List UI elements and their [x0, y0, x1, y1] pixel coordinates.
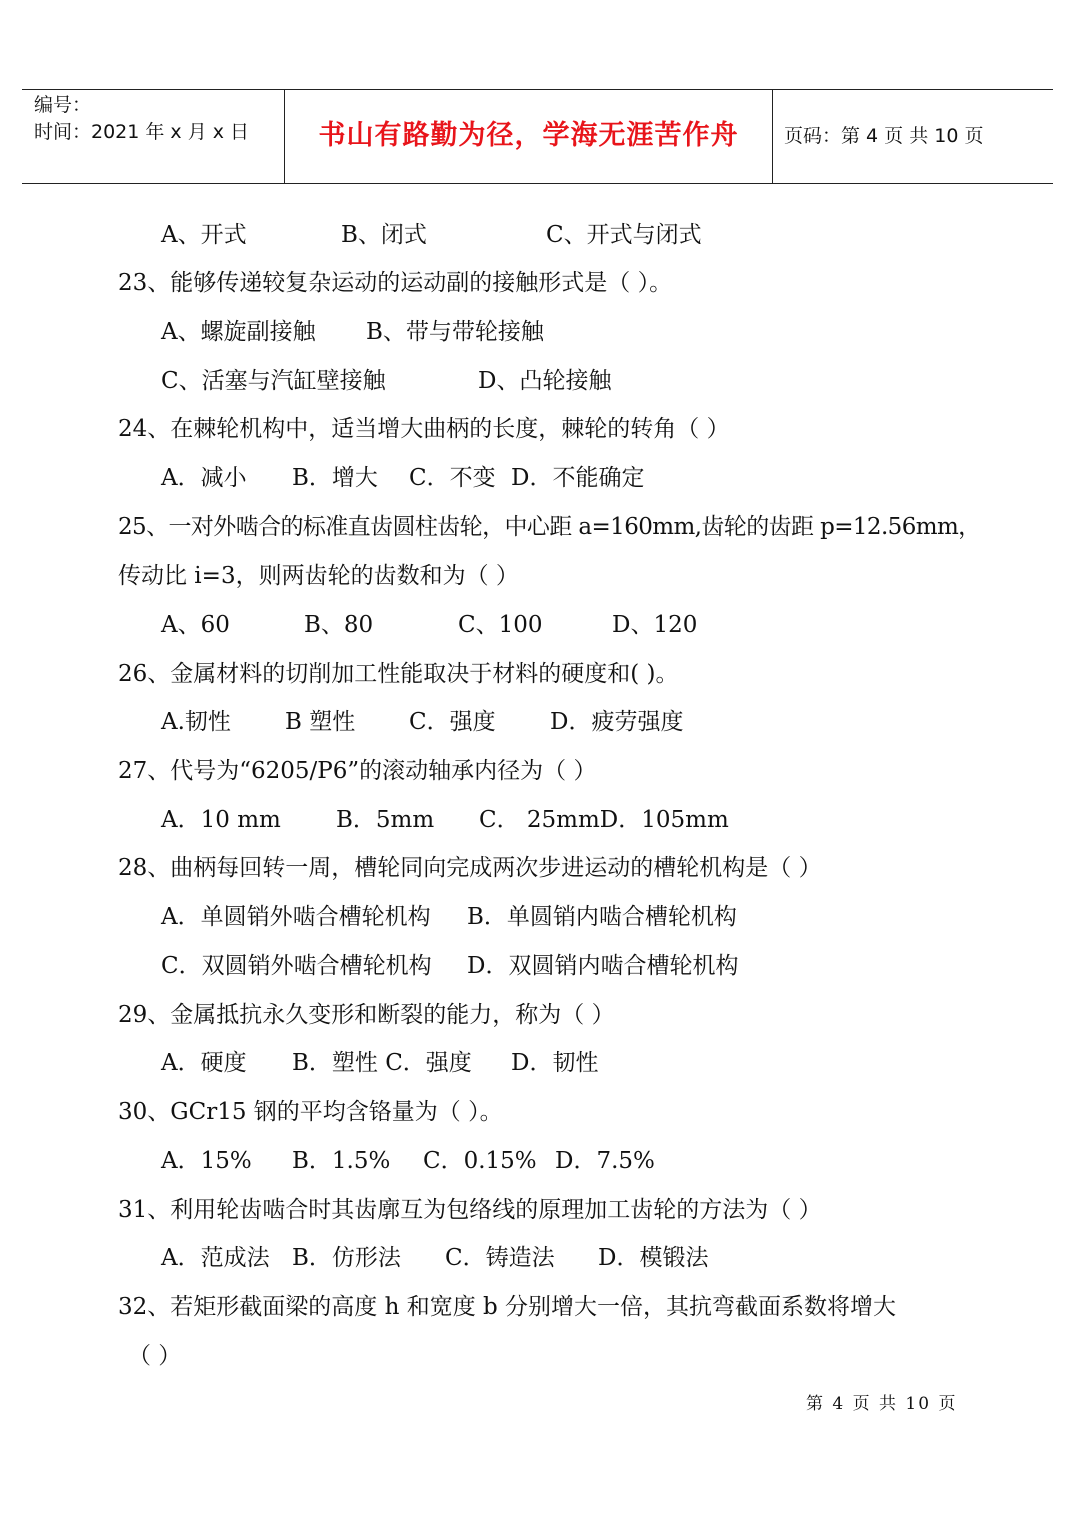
q28-option-a: A．单圆销外啮合槽轮机构 — [161, 904, 431, 930]
document-number-label: 编号： — [34, 94, 92, 116]
q26-option-d: D．疲劳强度 — [550, 709, 684, 735]
question-32-continued: （ ） — [128, 1343, 182, 1369]
q26-option-a: A.韧性 — [161, 709, 231, 735]
q27-option-b: B．5mm — [336, 807, 435, 833]
q29-option-d: D．韧性 — [511, 1050, 599, 1076]
q23-option-d: D、凸轮接触 — [478, 368, 612, 394]
question-30: 30、GCr15 钢的平均含铬量为（ ）。 — [118, 1099, 503, 1125]
q27-option-a: A．10 mm — [161, 807, 281, 833]
q30-option-a: A．15% — [161, 1148, 252, 1174]
q25-option-c: C、100 — [458, 612, 543, 638]
page-footer: 第 4 页 共 10 页 — [806, 1394, 958, 1414]
q31-option-d: D．模锻法 — [598, 1245, 709, 1271]
document-time-label: 时间：2021 年 x 月 x 日 — [34, 121, 250, 143]
q26-option-c: C．强度 — [409, 709, 496, 735]
question-28: 28、曲柄每回转一周，槽轮同向完成两次步进运动的槽轮机构是（ ） — [118, 855, 822, 881]
question-24: 24、在棘轮机构中，适当增大曲柄的长度，棘轮的转角（ ） — [118, 416, 730, 442]
q24-option-d: D．不能确定 — [511, 465, 645, 491]
q30-option-b: B．1.5% — [292, 1148, 391, 1174]
q29-option-bc: B．塑性 C．强度 — [292, 1050, 472, 1076]
question-25: 25、一对外啮合的标准直齿圆柱齿轮，中心距 a=160mm,齿轮的齿距 p=12.56mm， — [118, 514, 981, 540]
header-left-cell — [22, 90, 284, 183]
q24-option-c: C．不变 — [409, 465, 496, 491]
q22-option-b: B、闭式 — [341, 222, 427, 248]
q22-option-c: C、开式与闭式 — [546, 222, 702, 248]
q25-option-a: A、60 — [161, 612, 230, 638]
question-29: 29、金属抵抗永久变形和断裂的能力，称为（ ） — [118, 1002, 615, 1028]
question-32: 32、若矩形截面梁的高度 h 和宽度 b 分别增大一倍，其抗弯截面系数将增大 — [118, 1294, 897, 1320]
question-25-continued: 传动比 i=3，则两齿轮的齿数和为（ ） — [118, 563, 519, 589]
header-page-info: 页码：第 4 页 共 10 页 — [784, 125, 984, 147]
q23-option-a: A、螺旋副接触 — [161, 319, 316, 345]
q24-option-b: B．增大 — [292, 465, 378, 491]
page-header — [22, 89, 1053, 184]
question-26: 26、金属材料的切削加工性能取决于材料的硬度和( )。 — [118, 661, 679, 687]
header-center-cell — [284, 90, 773, 183]
question-27: 27、代号为“6205/P6”的滚动轴承内径为（ ） — [118, 758, 597, 784]
header-motto: 书山有路勤为径，学海无涯苦作舟 — [318, 120, 739, 151]
q22-option-a: A、开式 — [161, 222, 247, 248]
q29-option-a: A．硬度 — [161, 1050, 247, 1076]
q25-option-b: B、80 — [304, 612, 374, 638]
q31-option-b: B．仿形法 — [292, 1245, 401, 1271]
q26-option-b: B 塑性 — [285, 709, 356, 735]
q30-option-d: D．7.5% — [555, 1148, 655, 1174]
q23-option-c: C、活塞与汽缸壁接触 — [161, 368, 386, 394]
q31-option-c: C．铸造法 — [445, 1245, 555, 1271]
question-23: 23、能够传递较复杂运动的运动副的接触形式是（ ）。 — [118, 270, 673, 296]
q24-option-a: A．减小 — [161, 465, 247, 491]
q25-option-d: D、120 — [612, 612, 698, 638]
question-31: 31、利用轮齿啮合时其齿廓互为包络线的原理加工齿轮的方法为（ ） — [118, 1197, 822, 1223]
q31-option-a: A．范成法 — [161, 1245, 270, 1271]
q30-option-c: C．0.15% — [423, 1148, 537, 1174]
q28-option-c: C．双圆销外啮合槽轮机构 — [161, 953, 432, 979]
q28-option-d: D．双圆销内啮合槽轮机构 — [467, 953, 739, 979]
q27-option-c: C． 25mmD．105mm — [479, 807, 729, 833]
q23-option-b: B、带与带轮接触 — [366, 319, 544, 345]
header-right-cell — [772, 90, 1053, 183]
q28-option-b: B．单圆销内啮合槽轮机构 — [467, 904, 737, 930]
